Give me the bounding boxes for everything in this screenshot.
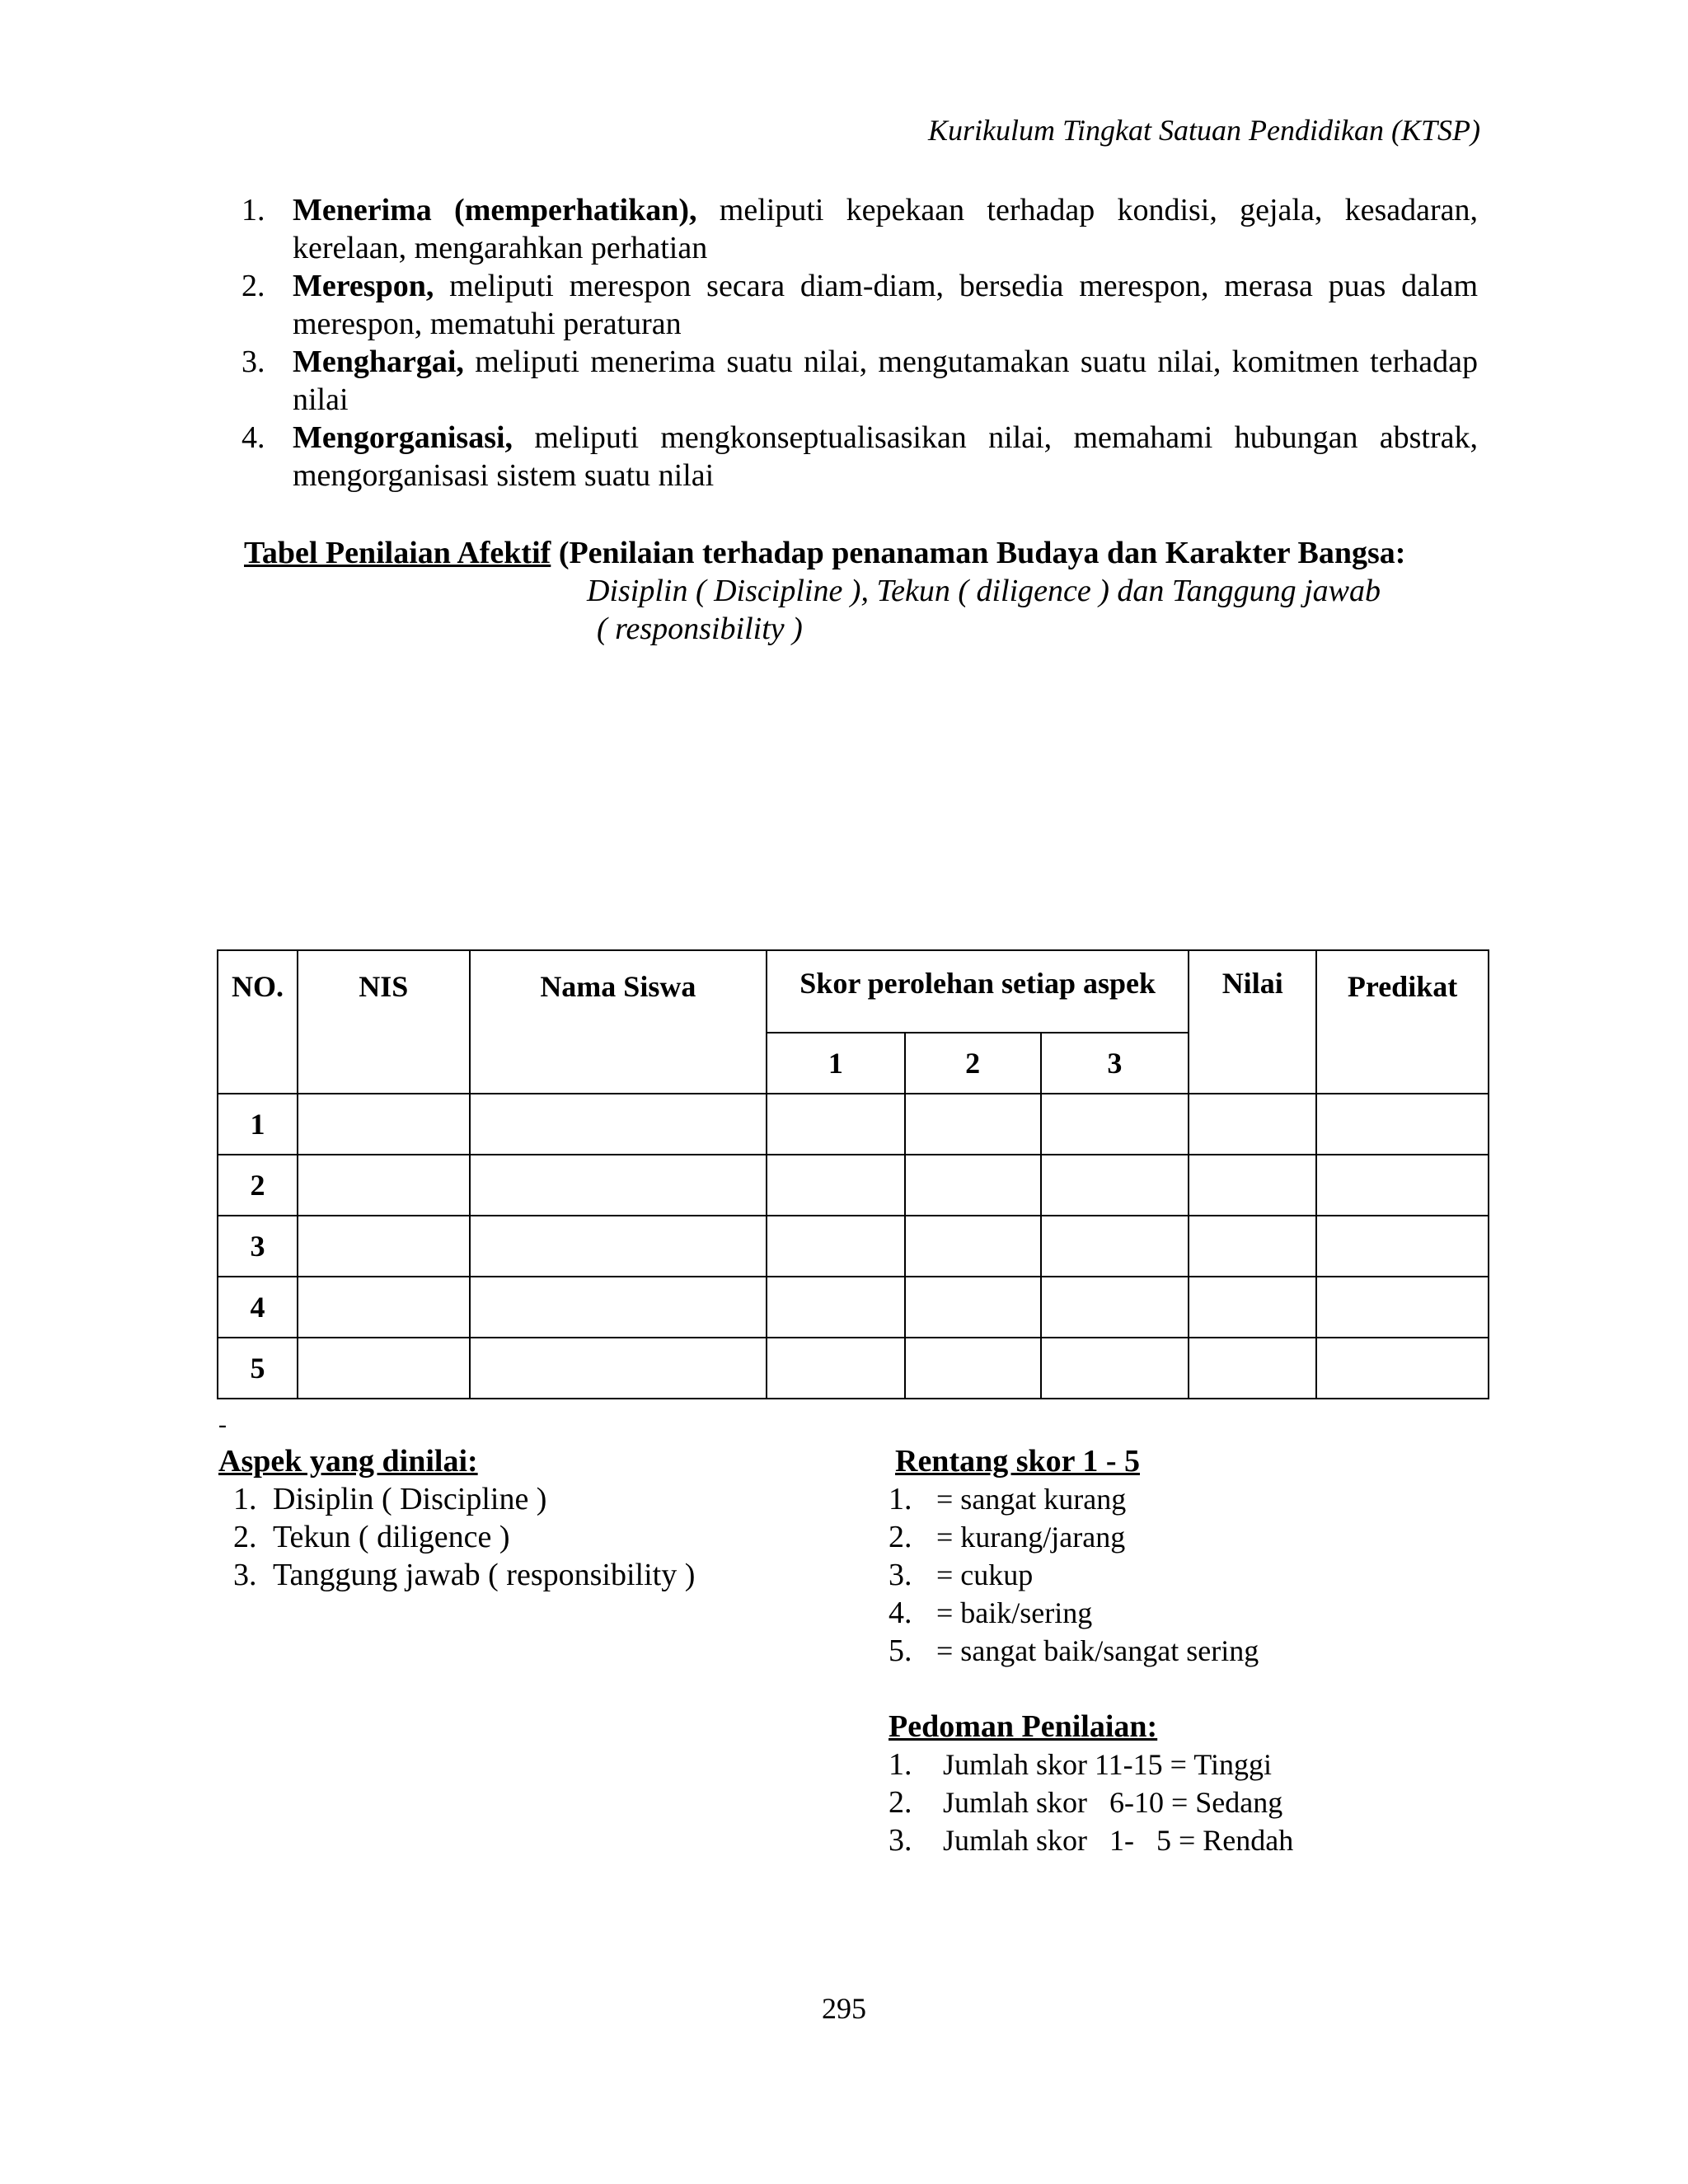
list-number: 3. bbox=[889, 1823, 912, 1858]
list-item bbox=[889, 1594, 1259, 1632]
cell-skor-3 bbox=[1041, 1155, 1189, 1216]
list-item bbox=[889, 1556, 1259, 1594]
cell-skor-2 bbox=[905, 1277, 1041, 1338]
table-subtitle-line2: ( responsibility ) bbox=[597, 612, 803, 646]
table-row bbox=[218, 1277, 1489, 1338]
cell-skor-3 bbox=[1041, 1216, 1189, 1277]
table-row bbox=[218, 1155, 1489, 1216]
cell-skor-1 bbox=[767, 1277, 905, 1338]
aspects-list bbox=[218, 1480, 695, 1594]
cell-nama bbox=[470, 1216, 767, 1277]
header-predikat: Predikat bbox=[1316, 950, 1489, 1094]
row-number: 5 bbox=[218, 1338, 298, 1399]
list-term: Menghargai, bbox=[293, 344, 464, 379]
grading-guide-block bbox=[889, 1708, 1293, 1859]
table-title-rest: (Penilaian terhadap penanaman Budaya dan Karakter Bangsa: bbox=[551, 536, 1406, 570]
cell-predikat bbox=[1316, 1277, 1489, 1338]
list-number: 4. bbox=[241, 420, 265, 455]
page-number: 295 bbox=[822, 1992, 866, 2025]
cell-skor-1 bbox=[767, 1155, 905, 1216]
cell-nilai bbox=[1189, 1094, 1316, 1155]
list-term: Mengorganisasi, bbox=[293, 420, 513, 455]
table-row bbox=[218, 1094, 1489, 1155]
affective-levels-list bbox=[241, 191, 1478, 494]
cell-skor-1 bbox=[767, 1216, 905, 1277]
cell-nama bbox=[470, 1277, 767, 1338]
cell-nilai bbox=[1189, 1216, 1316, 1277]
list-number: 5. bbox=[889, 1633, 912, 1668]
header-nis: NIS bbox=[298, 950, 470, 1094]
table-row bbox=[218, 1216, 1489, 1277]
list-term: Merespon, bbox=[293, 269, 434, 303]
list-text: Jumlah skor 1- 5 = Rendah bbox=[943, 1824, 1294, 1857]
list-number: 2. bbox=[889, 1520, 912, 1554]
cell-skor-2 bbox=[905, 1155, 1041, 1216]
list-text: Tekun ( diligence ) bbox=[273, 1520, 510, 1554]
score-range-list bbox=[889, 1480, 1259, 1670]
running-header: Kurikulum Tingkat Satuan Pendidikan (KTSP) bbox=[928, 114, 1480, 147]
cell-nama bbox=[470, 1338, 767, 1399]
list-term: Menerima (memperhatikan), bbox=[293, 193, 697, 227]
list-item bbox=[889, 1783, 1293, 1821]
cell-skor-3 bbox=[1041, 1338, 1189, 1399]
affective-grade-table bbox=[217, 949, 1489, 1399]
list-text: = cukup bbox=[936, 1558, 1034, 1591]
list-text: meliputi menerima suatu nilai, mengutamakan suatu nilai, komitmen terhadap nilai bbox=[293, 344, 1478, 417]
list-text: Tanggung jawab ( responsibility ) bbox=[273, 1558, 696, 1592]
list-number: 2. bbox=[241, 269, 265, 303]
list-number: 3. bbox=[241, 344, 265, 379]
aspects-heading: Aspek yang dinilai: bbox=[218, 1444, 478, 1479]
grading-guide-list bbox=[889, 1746, 1293, 1859]
cell-nis bbox=[298, 1216, 470, 1277]
row-number: 2 bbox=[218, 1155, 298, 1216]
list-item bbox=[889, 1821, 1293, 1859]
list-text: = sangat kurang bbox=[936, 1483, 1127, 1516]
sub-header-aspect-2: 2 bbox=[905, 1033, 1041, 1094]
list-item bbox=[218, 1556, 695, 1594]
list-item bbox=[241, 419, 1478, 494]
list-item bbox=[889, 1480, 1259, 1518]
list-number: 1. bbox=[233, 1482, 257, 1516]
row-number: 4 bbox=[218, 1277, 298, 1338]
dash-mark: - bbox=[218, 1411, 227, 1438]
cell-predikat bbox=[1316, 1216, 1489, 1277]
list-text: Jumlah skor 11-15 = Tinggi bbox=[943, 1748, 1273, 1781]
list-text: meliputi merespon secara diam-diam, bersedia merespon, merasa puas dalam merespon, mematuhi peraturan bbox=[293, 269, 1478, 341]
list-item bbox=[241, 191, 1478, 267]
header-skor: Skor perolehan setiap aspek bbox=[767, 950, 1189, 1033]
list-text: Jumlah skor 6-10 = Sedang bbox=[943, 1786, 1283, 1819]
cell-nis bbox=[298, 1094, 470, 1155]
list-item bbox=[889, 1746, 1293, 1783]
list-text: meliputi mengkonseptualisasikan nilai, memahami hubungan abstrak, mengorganisasi sistem suatu nilai bbox=[293, 420, 1478, 493]
list-item bbox=[218, 1480, 695, 1518]
list-item bbox=[889, 1518, 1259, 1556]
table-subtitle-line1: Disiplin ( Discipline ), Tekun ( diligence ) dan Tanggung jawab bbox=[587, 574, 1381, 608]
header-no: NO. bbox=[218, 950, 298, 1094]
cell-nis bbox=[298, 1338, 470, 1399]
list-item bbox=[241, 343, 1478, 419]
cell-nilai bbox=[1189, 1277, 1316, 1338]
table-title-underlined: Tabel Penilaian Afektif bbox=[244, 536, 551, 570]
sub-header-aspect-3: 3 bbox=[1041, 1033, 1189, 1094]
list-number: 4. bbox=[889, 1596, 912, 1630]
list-number: 1. bbox=[889, 1747, 912, 1782]
row-number: 1 bbox=[218, 1094, 298, 1155]
cell-nis bbox=[298, 1277, 470, 1338]
list-number: 2. bbox=[889, 1785, 912, 1820]
list-text: = kurang/jarang bbox=[936, 1521, 1126, 1554]
cell-nama bbox=[470, 1155, 767, 1216]
sub-header-aspect-1: 1 bbox=[767, 1033, 905, 1094]
cell-skor-3 bbox=[1041, 1277, 1189, 1338]
list-number: 1. bbox=[889, 1482, 912, 1516]
cell-predikat bbox=[1316, 1155, 1489, 1216]
list-number: 3. bbox=[889, 1558, 912, 1592]
list-number: 3. bbox=[233, 1558, 257, 1592]
cell-skor-3 bbox=[1041, 1094, 1189, 1155]
list-text: = baik/sering bbox=[936, 1596, 1093, 1629]
cell-skor-2 bbox=[905, 1094, 1041, 1155]
list-item bbox=[218, 1518, 695, 1556]
header-nilai: Nilai bbox=[1189, 950, 1316, 1094]
table-title bbox=[244, 534, 1405, 572]
list-item bbox=[241, 267, 1478, 343]
cell-skor-1 bbox=[767, 1338, 905, 1399]
grading-guide-heading: Pedoman Penilaian: bbox=[889, 1709, 1158, 1744]
cell-predikat bbox=[1316, 1094, 1489, 1155]
list-number: 1. bbox=[241, 193, 265, 227]
row-number: 3 bbox=[218, 1216, 298, 1277]
list-text: = sangat baik/sangat sering bbox=[936, 1634, 1259, 1667]
header-nama-siswa: Nama Siswa bbox=[470, 950, 767, 1094]
cell-skor-2 bbox=[905, 1338, 1041, 1399]
cell-skor-1 bbox=[767, 1094, 905, 1155]
cell-nilai bbox=[1189, 1338, 1316, 1399]
list-text: Disiplin ( Discipline ) bbox=[273, 1482, 547, 1516]
cell-nama bbox=[470, 1094, 767, 1155]
table-row bbox=[218, 1338, 1489, 1399]
cell-skor-2 bbox=[905, 1216, 1041, 1277]
score-range-heading: Rentang skor 1 - 5 bbox=[895, 1444, 1140, 1479]
list-item bbox=[889, 1632, 1259, 1670]
cell-predikat bbox=[1316, 1338, 1489, 1399]
score-range-block bbox=[889, 1442, 1259, 1670]
aspects-block bbox=[218, 1442, 695, 1594]
list-text: meliputi kepekaan terhadap kondisi, gejala, kesadaran, kerelaan, mengarahkan perhatian bbox=[293, 193, 1478, 265]
list-number: 2. bbox=[233, 1520, 257, 1554]
table-subtitle bbox=[587, 572, 1381, 648]
cell-nis bbox=[298, 1155, 470, 1216]
cell-nilai bbox=[1189, 1155, 1316, 1216]
